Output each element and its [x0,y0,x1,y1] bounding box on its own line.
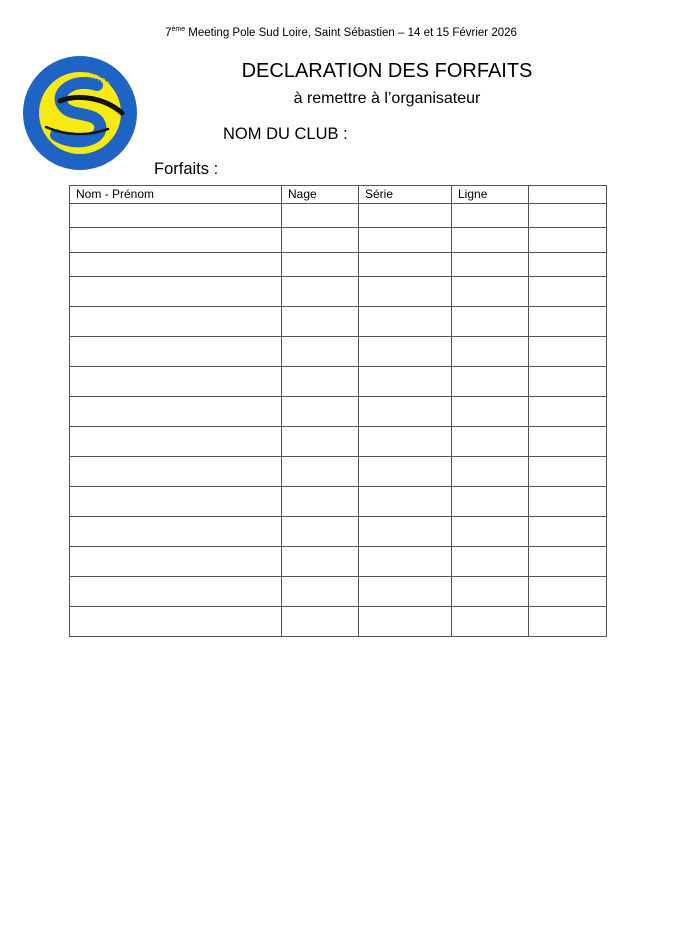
cell-ligne[interactable] [452,307,529,337]
table-row [70,517,607,547]
cell-serie[interactable] [359,367,452,397]
cell-extra[interactable] [529,337,607,367]
cell-nom-prenom[interactable] [70,547,282,577]
cell-extra[interactable] [529,307,607,337]
cell-serie[interactable] [359,337,452,367]
cell-nom-prenom[interactable] [70,337,282,367]
cell-ligne[interactable] [452,277,529,307]
cell-extra[interactable] [529,457,607,487]
club-name-label: NOM DU CLUB : [223,125,348,143]
cell-nom-prenom[interactable] [70,607,282,637]
cell-nage[interactable] [282,577,359,607]
cell-nage[interactable] [282,367,359,397]
cell-serie[interactable] [359,457,452,487]
cell-extra[interactable] [529,427,607,457]
cell-serie[interactable] [359,607,452,637]
cell-ligne[interactable] [452,253,529,277]
cell-nom-prenom[interactable] [70,517,282,547]
cell-nom-prenom[interactable] [70,367,282,397]
cell-extra[interactable] [529,397,607,427]
cell-serie[interactable] [359,253,452,277]
logo-ring-text: LE SEBASTIEN NATATION [37,70,113,118]
cell-nom-prenom[interactable] [70,228,282,253]
cell-serie[interactable] [359,577,452,607]
col-header-nage: Nage [282,186,359,204]
cell-extra[interactable] [529,547,607,577]
table-row [70,337,607,367]
cell-extra[interactable] [529,517,607,547]
cell-nage[interactable] [282,547,359,577]
event-text: Meeting Pole Sud Loire, Saint Sébastien – 14 et 15 Février 2026 [185,27,517,39]
cell-nage[interactable] [282,487,359,517]
cell-nage[interactable] [282,607,359,637]
cell-ligne[interactable] [452,547,529,577]
page-title: DECLARATION DES FORFAITS [241,60,533,82]
cell-serie[interactable] [359,277,452,307]
cell-extra[interactable] [529,253,607,277]
table-row [70,397,607,427]
cell-extra[interactable] [529,228,607,253]
cell-nom-prenom[interactable] [70,427,282,457]
table-header-row [70,186,607,204]
cell-nage[interactable] [282,204,359,228]
cell-ligne[interactable] [452,577,529,607]
cell-ligne[interactable] [452,487,529,517]
cell-serie[interactable] [359,517,452,547]
cell-serie[interactable] [359,307,452,337]
cell-nage[interactable] [282,277,359,307]
cell-nom-prenom[interactable] [70,457,282,487]
edition-suffix: ème [171,26,186,34]
cell-nage[interactable] [282,337,359,367]
cell-ligne[interactable] [452,517,529,547]
club-logo [22,55,138,171]
table-row [70,607,607,637]
cell-serie[interactable] [359,204,452,228]
table-row [70,577,607,607]
cell-extra[interactable] [529,577,607,607]
cell-nom-prenom[interactable] [70,397,282,427]
table-row [70,367,607,397]
table-row [70,277,607,307]
cell-ligne[interactable] [452,228,529,253]
cell-nage[interactable] [282,397,359,427]
table-row [70,457,607,487]
cell-ligne[interactable] [452,397,529,427]
cell-nom-prenom[interactable] [70,253,282,277]
cell-nom-prenom[interactable] [70,204,282,228]
edition-number: 7 [165,27,172,39]
cell-ligne[interactable] [452,427,529,457]
cell-ligne[interactable] [452,607,529,637]
table-row [70,487,607,517]
table-row [70,228,607,253]
cell-nom-prenom[interactable] [70,577,282,607]
cell-serie[interactable] [359,487,452,517]
cell-extra[interactable] [529,204,607,228]
page-subtitle: à remettre à l’organisateur [293,90,481,107]
table-row [70,547,607,577]
cell-ligne[interactable] [452,367,529,397]
cell-nage[interactable] [282,228,359,253]
cell-serie[interactable] [359,547,452,577]
cell-nage[interactable] [282,307,359,337]
cell-serie[interactable] [359,228,452,253]
table-row [70,307,607,337]
cell-nage[interactable] [282,253,359,277]
table-row [70,253,607,277]
cell-ligne[interactable] [452,337,529,367]
forfaits-label: Forfaits : [154,160,219,178]
col-header-blank [529,186,607,204]
col-header-nom-prenom: Nom - Prénom [70,186,282,204]
cell-extra[interactable] [529,367,607,397]
cell-ligne[interactable] [452,457,529,487]
cell-nom-prenom[interactable] [70,277,282,307]
cell-serie[interactable] [359,397,452,427]
table-body [70,204,607,637]
cell-serie[interactable] [359,427,452,457]
cell-extra[interactable] [529,607,607,637]
col-header-serie: Série [359,186,452,204]
cell-nage[interactable] [282,427,359,457]
cell-nage[interactable] [282,457,359,487]
cell-extra[interactable] [529,487,607,517]
meeting-header [0,27,682,39]
cell-extra[interactable] [529,277,607,307]
table-row [70,204,607,228]
table-row [70,427,607,457]
cell-nage[interactable] [282,517,359,547]
forfaits-table [69,185,607,637]
cell-nom-prenom[interactable] [70,307,282,337]
cell-ligne[interactable] [452,204,529,228]
cell-nom-prenom[interactable] [70,487,282,517]
col-header-ligne: Ligne [452,186,529,204]
